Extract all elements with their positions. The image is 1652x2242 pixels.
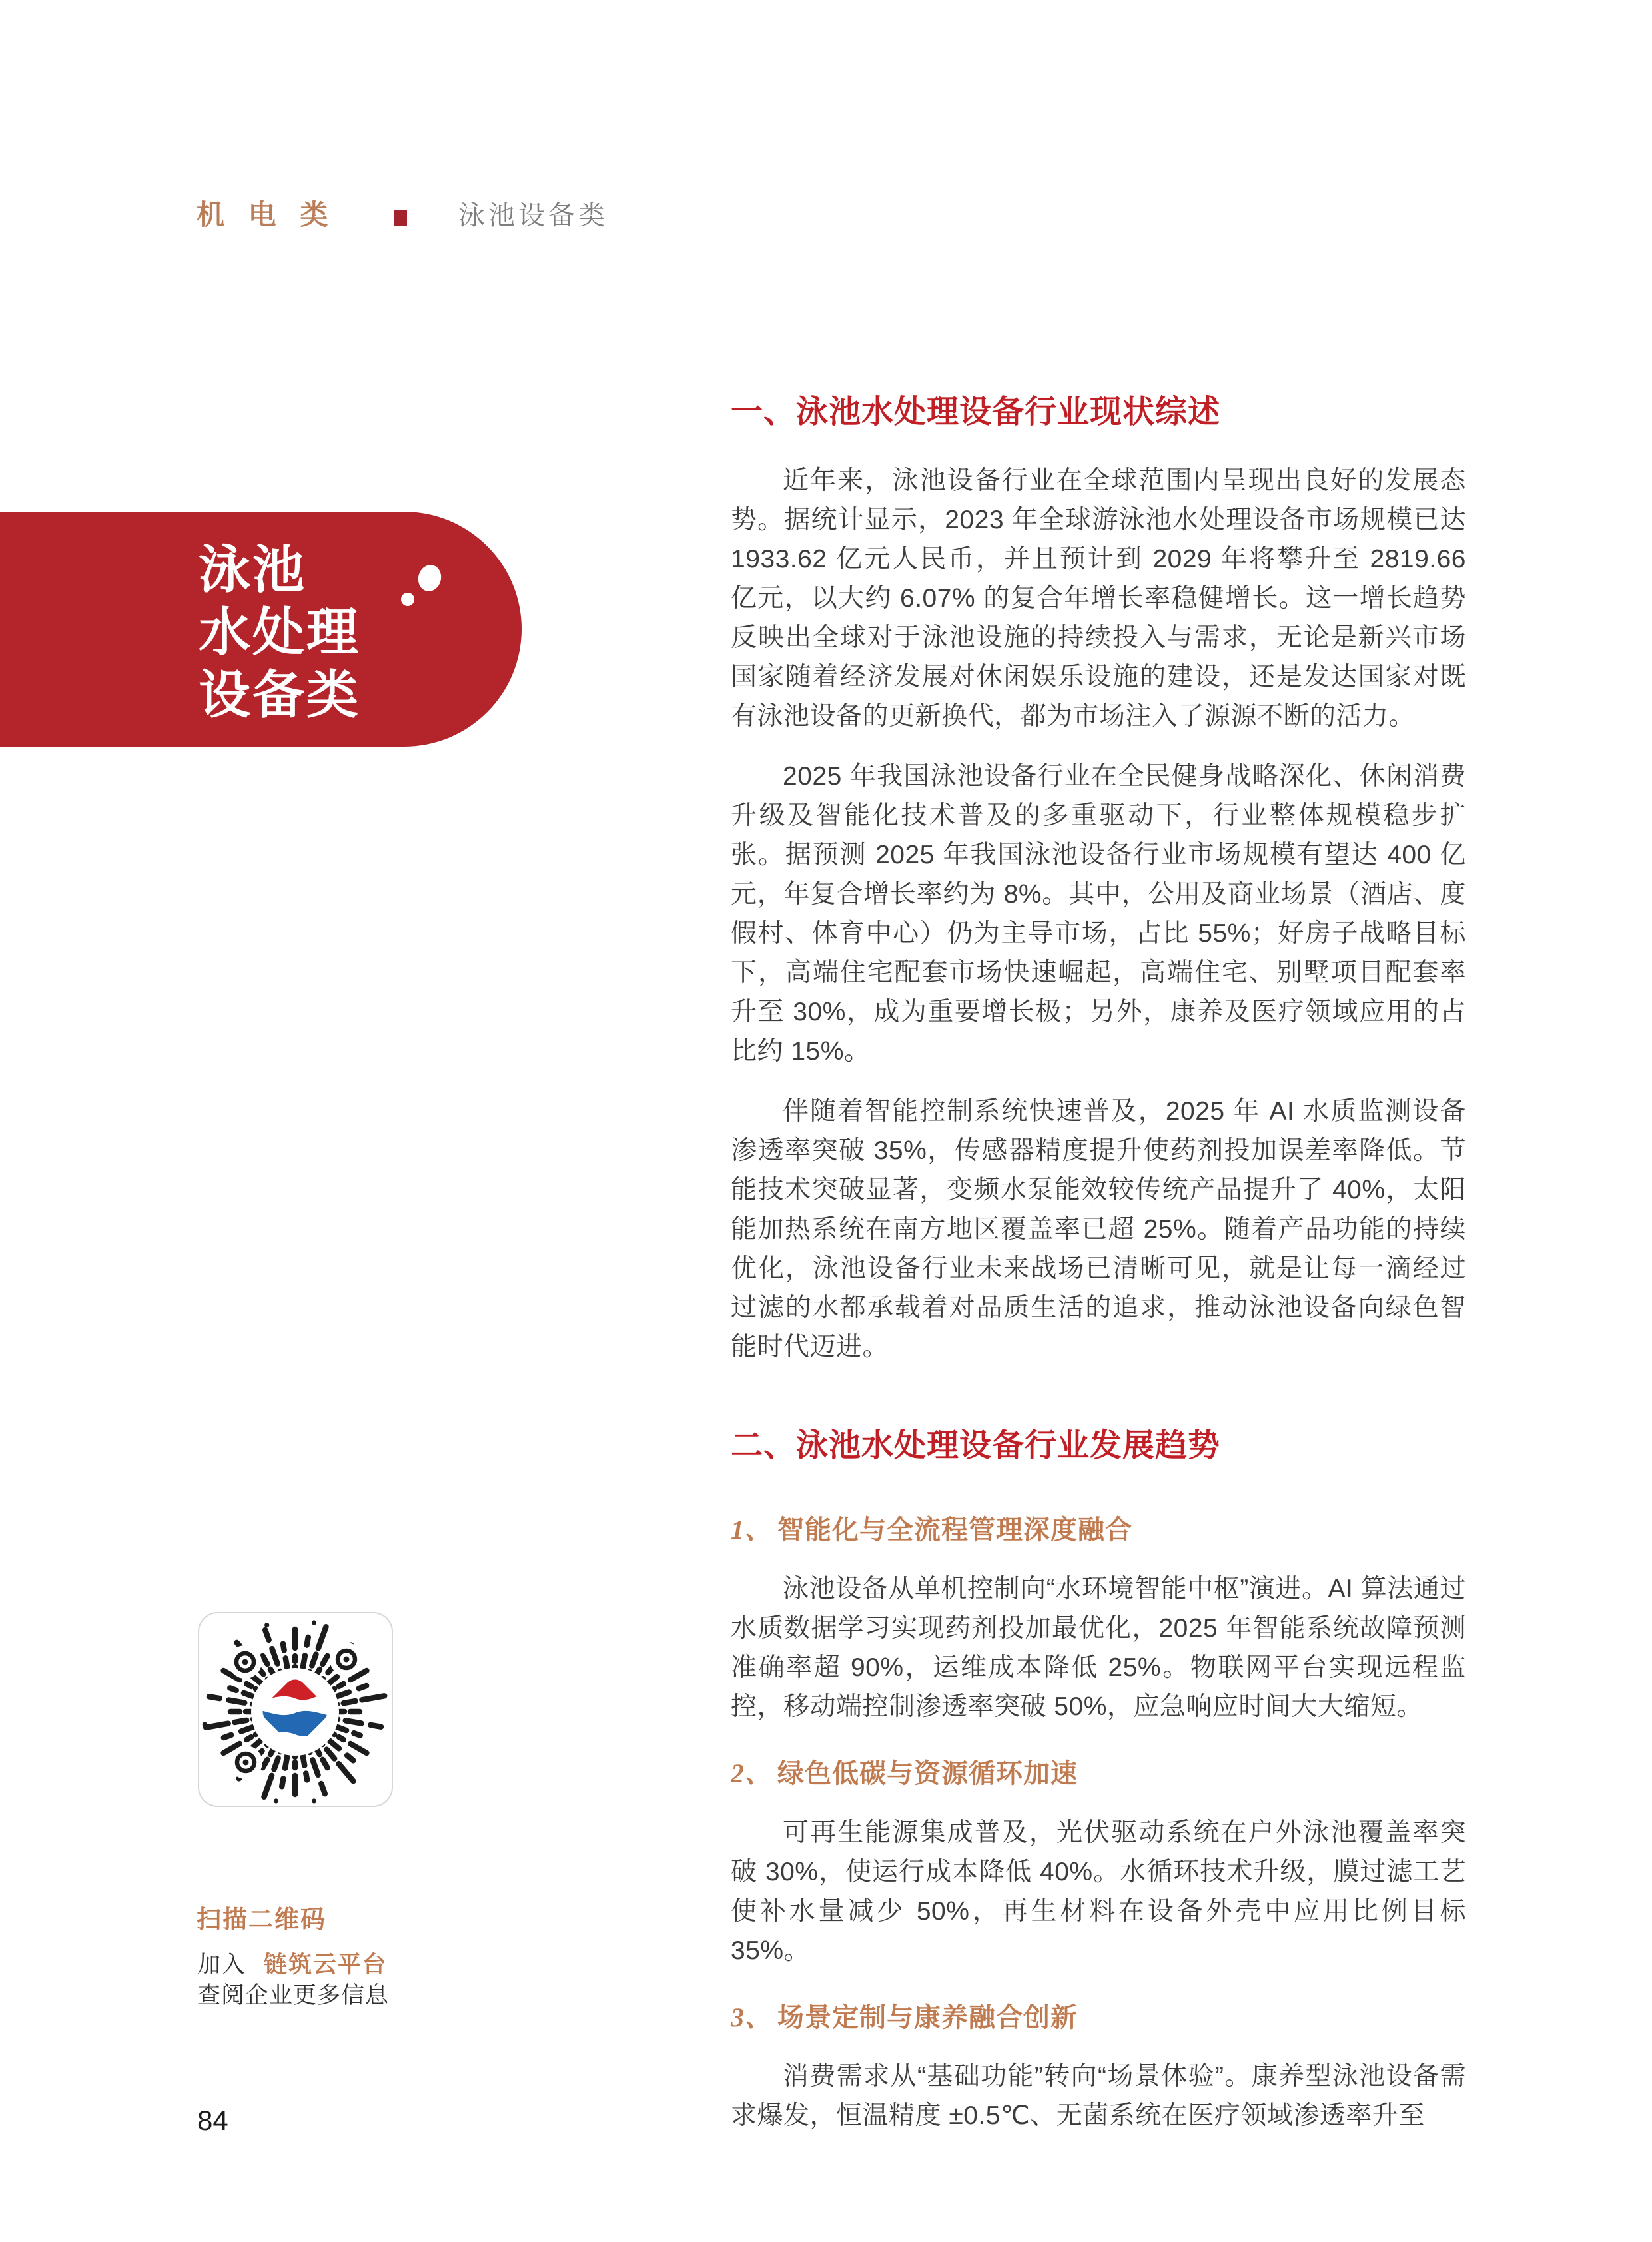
section-1-paragraph-1: 近年来，泳池设备行业在全球范围内呈现出良好的发展态势。据统计显示，2023 年全球游泳池水处理设备市场规模已达 1933.62 亿元人民币，并且预计到 2029 年将攀升至 2819.66 亿元，以大约 6.07% 的复合年增长率稳健增长。这一增长趋势反映出全球对于泳池设施的持续投入与需求，无论是新兴市场国家随着经济发展对休闲娱乐设施的建设，还是发达国家对既有泳池设备的更新换代，都为市场注入了源源不断的活力。 [731,466,1466,731]
page-category-label: 机 电 类 [197,199,336,230]
subsection-1-title: 智能化与全流程管理深度融合 [777,1515,1132,1545]
subsection-2-body: 可再生能源集成普及，光伏驱动系统在户外泳池覆盖率突破 30%，使运行成本降低 40%。水循环技术升级，膜过滤工艺使补水量减少 50%，再生材料在设备外壳中应用比例目标 35%。 [731,1818,1466,1965]
page-subcategory-label: 泳池设备类 [458,201,608,230]
banner-title-line-3: 设备类 [199,665,361,724]
category-separator-square-icon [394,210,407,226]
bubble-small-icon [401,593,414,606]
platform-name-label: 链筑云平台 [264,1952,388,1978]
section-1-paragraph-3: 伴随着智能控制系统快速普及，2025 年 AI 水质监测设备渗透率突破 35%，传感器精度提升使药剂投加误差率降低。节能技术突破显著，变频水泵能效较传统产品提升了 40%，太阳能加热系统在南方地区覆盖率已超 25%。随着产品功能的持续优化，泳池设备行业未来战场已清晰可见，就是让每一滴经过过滤的水都承载着对品质生活的追求，推动泳池设备向绿色智能时代迈进。 [731,1096,1466,1361]
join-description-label: 查阅企业更多信息 [197,1982,390,2008]
subsection-2-title: 绿色低碳与资源循环加速 [777,1758,1078,1788]
banner-title-line-1: 泳池 [199,540,307,599]
subsection-1-number: 1、 [731,1514,772,1545]
section-2-title: 二、泳池水处理设备行业发展趋势 [731,1427,1221,1463]
qr-code-graphic [198,1612,393,1807]
banner-title [199,538,360,726]
subsection-3-body: 消费需求从“基础功能”转向“场景体验”。康养型泳池设备需求爆发，恒温精度 ±0.5℃、无菌系统在医疗领域渗透率升至 [731,2061,1466,2130]
main-content-column [731,394,1466,2135]
subsection-2-number: 2、 [731,1758,772,1788]
join-prefix-label: 加入 [197,1952,247,1978]
banner-title-line-2: 水处理 [199,603,361,661]
subsection-1-heading [731,1515,1466,1545]
page-number: 84 [197,2105,228,2136]
subsection-1-body: 泳池设备从单机控制向“水环境智能中枢”演进。AI 算法通过水质数据学习实现药剂投加最优化，2025 年智能系统故障预测准确率超 90%，运维成本降低 25%。物联网平台实现远程监控，移动端控制渗透率突破 50%，应急响应时间大大缩短。 [731,1574,1466,1721]
section-1-paragraph-2: 2025 年我国泳池设备行业在全民健身战略深化、休闲消费升级及智能化技术普及的多重驱动下，行业整体规模稳步扩张。据预测 2025 年我国泳池设备行业市场规模有望达 400 亿元，年复合增长率约为 8%。其中，公用及商业场景（酒店、度假村、体育中心）仍为主导市场，占比 55%；好房子战略目标下，高端住宅配套市场快速崛起，高端住宅、别墅项目配套率升至 30%，成为重要增长极；另外，康养及医疗领域应用的占比约 15%。 [731,761,1466,1066]
subsection-3-title: 场景定制与康养融合创新 [777,2002,1078,2032]
category-banner [0,512,522,747]
join-line [197,1946,387,1980]
subsection-3-heading [731,2002,1466,2033]
section-1-title: 一、泳池水处理设备行业现状综述 [731,394,1221,430]
subsection-2-heading [731,1758,1466,1789]
qr-code-card [198,1612,393,1807]
scan-hint-label: 扫描二维码 [197,1906,326,1933]
bubble-large-icon [416,562,444,593]
subsection-3-number: 3、 [731,2002,772,2032]
